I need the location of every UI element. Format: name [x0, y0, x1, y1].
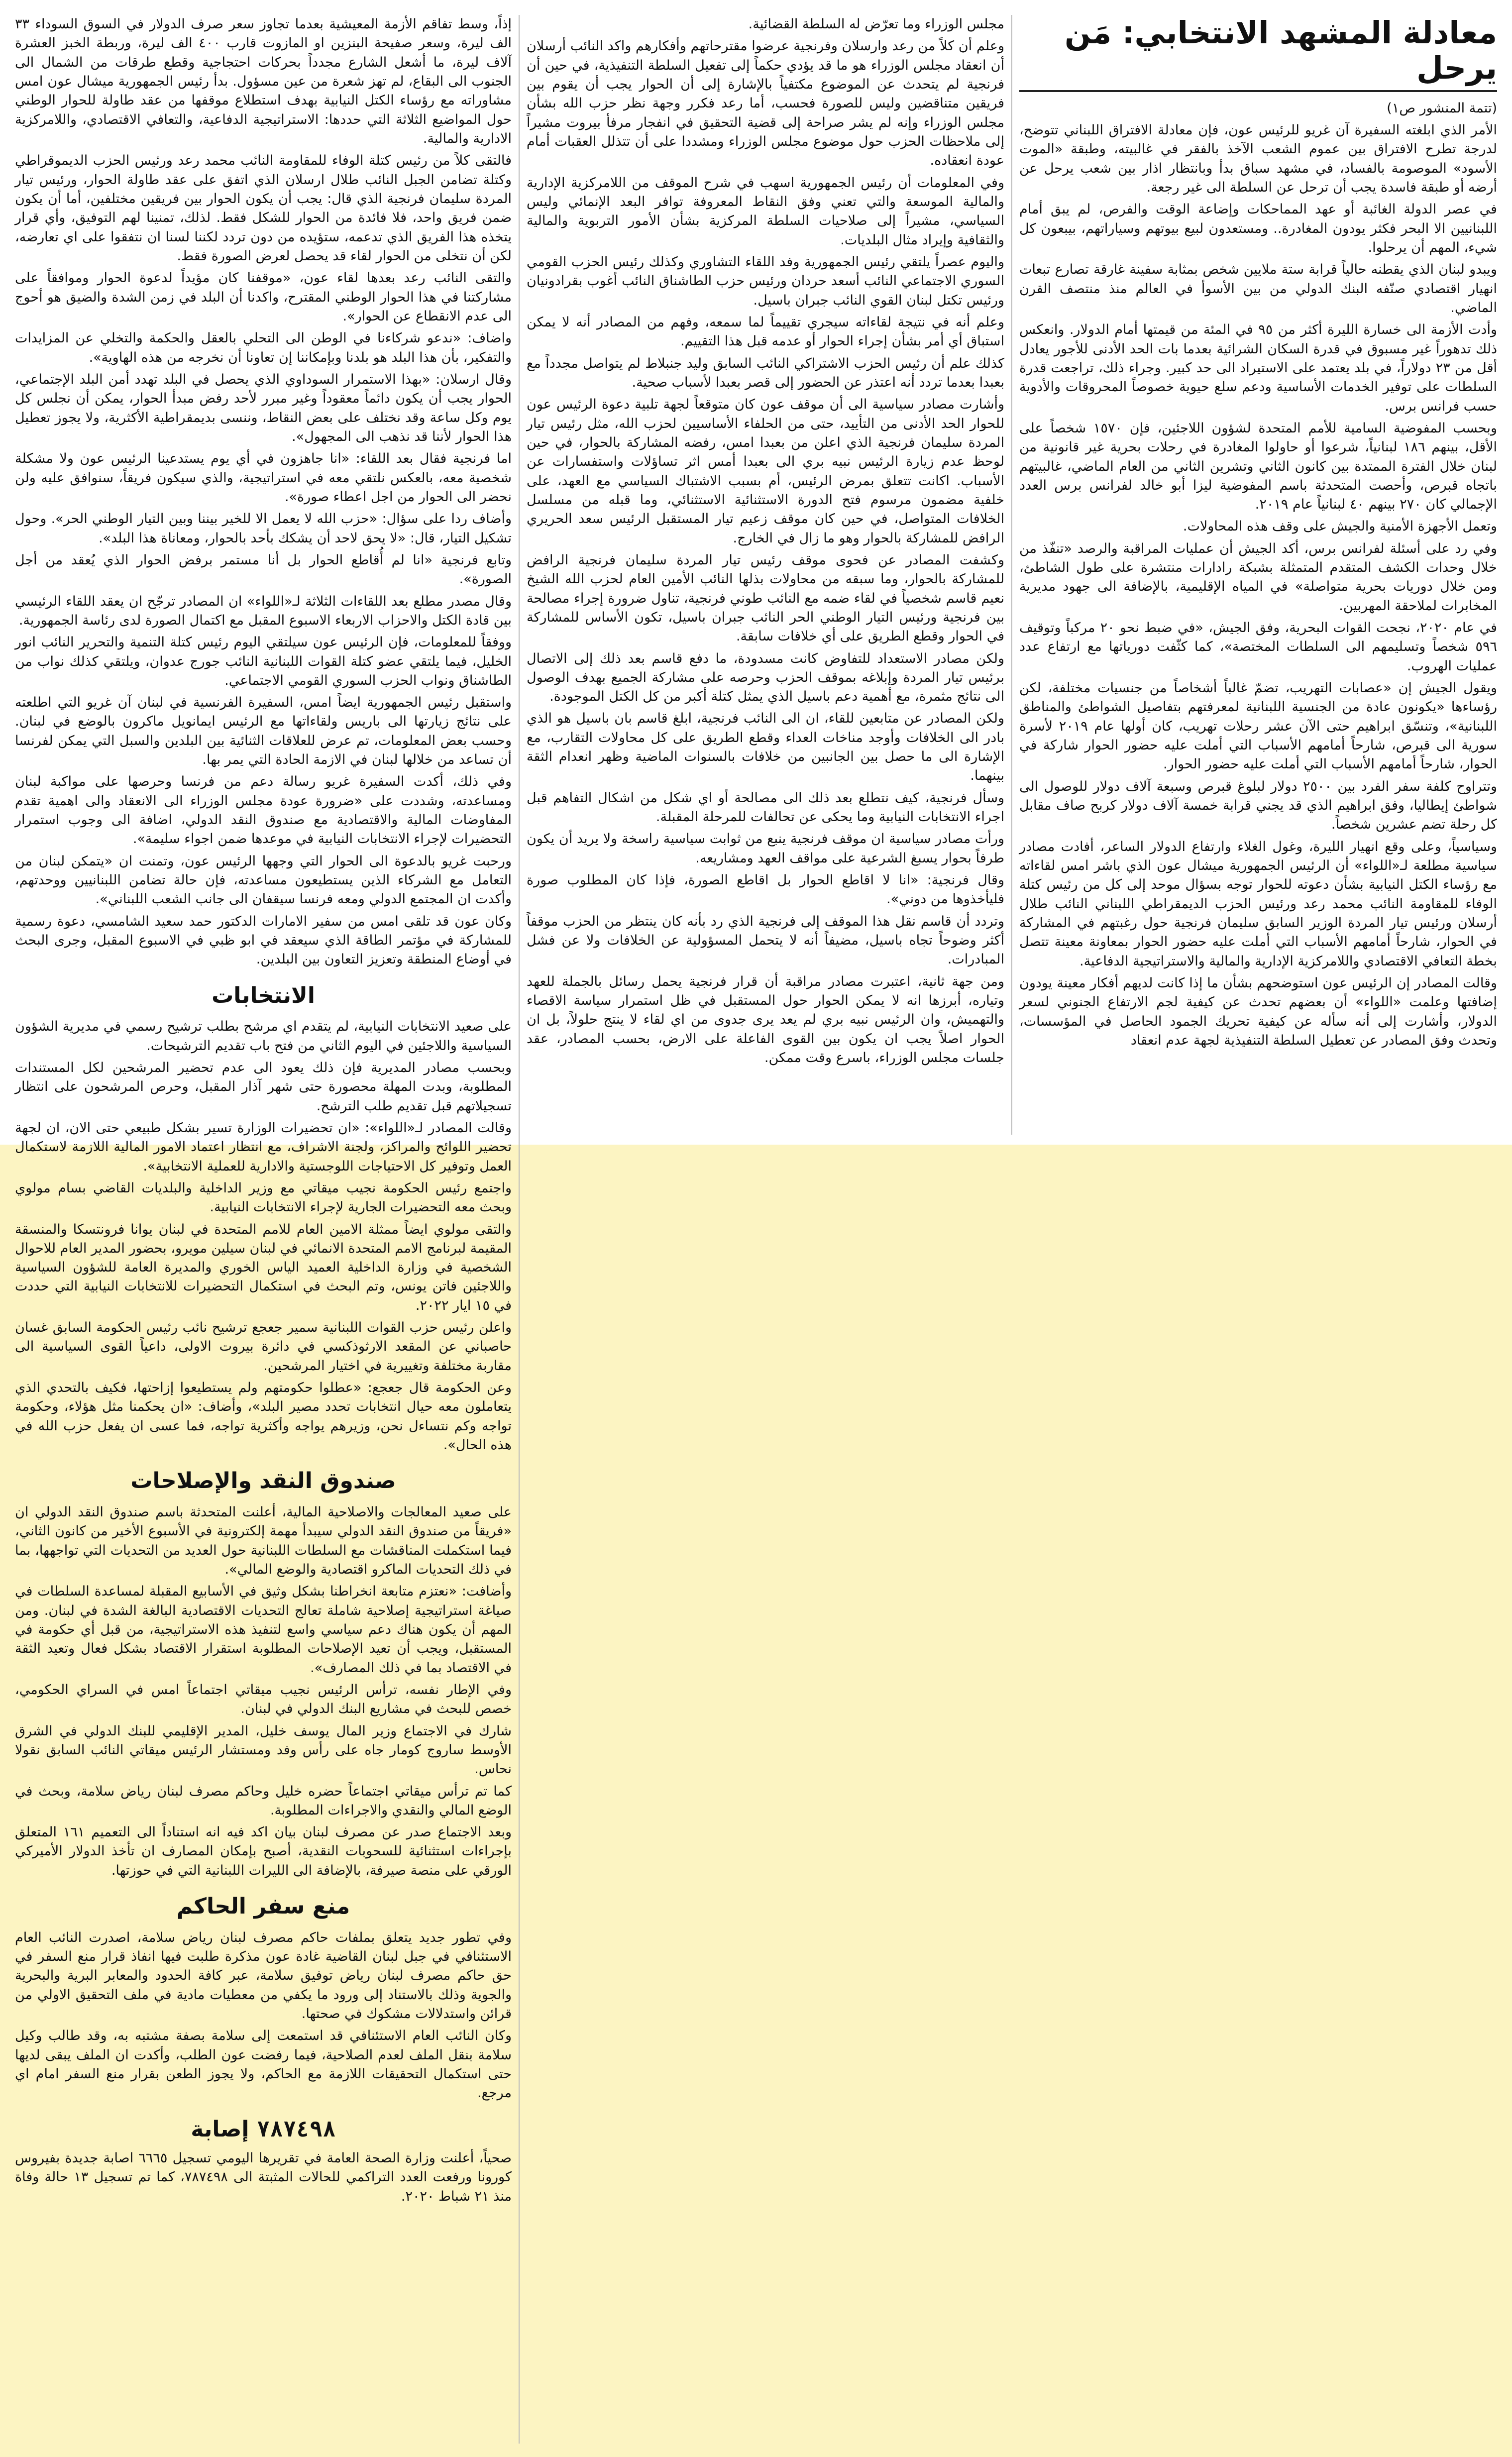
- paragraph: واستقبل رئيس الجمهورية ايضاً امس، السفيرة الفرنسية في لبنان آن غريو التي اطلعته على نتائج زيارتها الى باريس ولقاءاتها مع الرئيس ايمانويل ماكرون بالوضع في لبنان. وحسب بعض المعلومات، تم عرض للعلاقات الثنائية بين البلدين والسبل التي يمكن لفرنسا أن تساعد من خلالها لبنان في الازمة الحادة التي يمر بها.: [15, 695, 512, 768]
- paragraph: وعلم أنه في نتيجة لقاءاته سيجري تقييماً لما سمعه، وفهم من المصادر أنه لا يمكن استباق أي أمر بشأن إجراء الحوار أو عدمه قبل هذا التقييم.: [527, 314, 1004, 349]
- paragraph: واضاف: «ندعو شركاءنا في الوطن الى التحلي بالعقل والحكمة والتخلي عن المزايدات والتفكير، بأن هذا البلد هو بلدنا وبإمكاننا إن تعاونا أن نخرجه من هذه الهاوية».: [15, 330, 512, 365]
- elections-section-body: [15, 1017, 512, 1455]
- paragraph: وأضافت: «نعتزم متابعة انخراطنا بشكل وثيق في الأسابيع المقبلة لمساعدة السلطات في صياغة استراتيجية إصلاحية شاملة تعالج التحديات الاقتصادية البالغة الشدة في لبنان. ومن المهم أن يكون هناك دعم سياسي واسع لتنفيذ هذه الاستراتيجية، من قبل أي حكومة في المستقبل، ويجب أن تعيد الإصلاحات المطلوبة استقرار الاقتصاد بشكل فعال وتعيد الثقة في الاقتصاد بما في ذلك المصارف».: [15, 1584, 512, 1676]
- article-headline: معادلة المشهد الانتخابي: مَن يرحل: [1019, 15, 1497, 92]
- paragraph: كذلك علم أن رئيس الحزب الاشتراكي النائب السابق وليد جنبلاط لم يتواصل مجدداً مع بعبدا بعدما تردد أنه اعتذر عن الحضور إلى قصر بعبدا لأسباب صحية.: [527, 355, 1004, 390]
- paragraph: في عام ٢٠٢٠، نجحت القوات البحرية، وفق الجيش، «في ضبط نحو ٢٠ مركباً وتوقيف ٥٩٦ شخصاً وتسليمهم الى السلطات المختصة»، كما كثّفت دورياتها مع ارتفاع عدد عمليات الهروب.: [1019, 620, 1497, 674]
- paragraph: وأدت الأزمة الى خسارة الليرة أكثر من ٩٥ في المئة من قيمتها أمام الدولار. وانعكس ذلك تدهوراً غير مسبوق في قدرة السكان الشرائية بعدما بات الحد الأدنى للأجور يعادل أقل من ٢٣ دولاراً، في بلد يعتمد على الاستيراد الى حد كبير. وجراء ذلك، تراجعت قدرة السلطات على توفير الخدمات الأساسية ودعم سلع حيوية خصوصاً المحروقات والأدوية حسب فرانس برس.: [1019, 322, 1497, 414]
- paragraph: وتتراوح كلفة سفر الفرد بين ٢٥٠٠ دولار لبلوغ قبرص وسبعة آلاف دولار للوصول الى شواطئ إيطاليا، وفق ابراهيم الذي قد يجني قرابة خمسة آلاف دولار كربح صاف مقابل كل رحلة تضم عشرين شخصاً.: [1019, 778, 1497, 833]
- paragraph: وفي تطور جديد يتعلق بملفات حاكم مصرف لبنان رياض سلامة، اصدرت النائب العام الاستئنافي في جبل لبنان القاضية غادة عون مذكرة طلبت فيها انفاذ قرار منع السفر في حق حاكم مصرف لبنان رياض توفيق سلامة، عبر كافة الحدود والمعابر البرية والبحرية والجوية وذلك بالاستناد إلى ورود ما يكفي من معطيات مادية في ملف التحقيق الاولي من قرائن واستدلالات مشكوك في صحتها.: [15, 1929, 512, 2022]
- paragraph: واجتمع رئيس الحكومة نجيب ميقاتي مع وزير الداخلية والبلديات القاضي بسام مولوي وبحث معه التحضيرات الجارية لإجراء الانتخابات النيابية.: [15, 1180, 512, 1215]
- article-body-right: [1019, 121, 1497, 1050]
- paragraph: وكان عون قد تلقى امس من سفير الامارات الدكتور حمد سعيد الشامسي، دعوة رسمية للمشاركة في مؤتمر الطاقة الذي سيعقد في ابو ظبي في الاسبوع المقبل، وجرى البحث في أوضاع المنطقة وتعزيز التعاون بين البلدين.: [15, 913, 512, 967]
- section-heading-covid: [15, 2114, 512, 2145]
- travel-ban-section-body: [15, 1928, 512, 2103]
- paragraph: وكشفت المصادر عن فحوى موقف رئيس تيار المردة سليمان فرنجية الرافض للمشاركة بالحوار، وما سبقه من محاولات بذلها النائب الأمين العام لحزب الله الشيخ نعيم قاسم شخصياً في لقاء ضمه مع النائب طوني فرنجية، تناول ضرورة إجراء مصالحة بين فرنجية ورئيس التيار الوطني الحر النائب جبران باسيل، تكون الأساس للمشاركة في الحوار وقطع الطريق على أي خلافات سابقة.: [527, 552, 1004, 644]
- paragraph: وسأل فرنجية، كيف نتطلع بعد ذلك الى مصالحة أو اي شكل من اشكال التفاهم قبل اجراء الانتخابات النيابية وما يحكى عن تحالفات للمرحلة المقبلة.: [527, 790, 1004, 825]
- paragraph: ولكن مصادر الاستعداد للتفاوض كانت مسدودة، ما دفع قاسم بعد ذلك إلى الاتصال برئيس تيار المردة وإبلاغه بموقف الحزب وحرصه على مشاركة الجميع بهدف الوصول الى نتائج مثمرة، مع أهمية دعم باسيل الذي يمثل كتلة أكبر من كل الكتل الموجودة.: [527, 650, 1004, 705]
- paragraph: ورحبت غريو بالدعوة الى الحوار التي وجهها الرئيس عون، وتمنت ان «يتمكن لبنان من التعامل مع الشركاء الذين يستطيعون مساعدته، فإن حالة تضامن اللبنانيين ووحدتهم، وأكدت ان المجتمع الدولي ومعه فرنسا سيقفان الى جانب الشعب اللبناني».: [15, 853, 512, 907]
- paragraph: وبحسب المفوضية السامية للأمم المتحدة لشؤون اللاجئين، فإن ١٥٧٠ شخصاً على الأقل، بينهم ١٨٦ لبنانياً، شرعوا أو حاولوا المغادرة في رحلات بحرية غير قانونية من لبنان خلال الفترة الممتدة بين كانون الثاني وتشرين الثاني من العام الماضي، غالبيتهم باتجاه قبرص، وأحصت المتحدثة باسم المفوضية ليزا أبو خالد لفرانس برس العدد الإجمالي كان ٢٧٠ بينهم ٤٠ لبنانياً عام ٢٠١٩.: [1019, 420, 1497, 513]
- paragraph: وتردد أن قاسم نقل هذا الموقف إلى فرنجية الذي رد بأنه كان ينتظر من الحزب موقفاً أكثر وضوحاً تجاه باسيل، مضيفاً أنه لا يتحمل المسؤولية عن الخلافات ولا عن فشل المبادرات.: [527, 913, 1004, 967]
- paragraph: ويقول الجيش إن «عصابات التهريب، تضمّ غالباً أشخاصاً من جنسيات مختلفة، لكن رؤساءها «يكونون عادة من الجنسية اللبنانية لمعرفتهم بتفاصيل الشواطئ والمناطق اللبنانية»، وتنسّق ابراهيم حتى الآن عشر رحلات تهريب، كان أولها عام ٢٠١٩ لأسرة سورية الى قبرص، شارحاً أمامهم الأسباب التي أملت عليه حضور الحوار شاركة في الحوار، شارحاً أمامهم الأسباب التي أملت عليه حضور الحوار.: [1019, 680, 1498, 772]
- paragraph: شارك في الاجتماع وزير المال يوسف خليل، المدير الإقليمي للبنك الدولي في الشرق الأوسط ساروج كومار جاه على رأس وفد ومستشار الرئيس ميقاتي النائب السابق نقولا نحاس.: [15, 1723, 512, 1777]
- paragraph: ويبدو لبنان الذي يقطنه حالياً قرابة ستة ملايين شخص بمثابة سفينة غارقة تصارع تبعات انهيار اقتصادي صنّفه البنك الدولي من بين الأسوأ في العالم منذ منتصف القرن الماضي.: [1019, 262, 1497, 316]
- section-heading-travel-ban: منع سفر الحاكم: [176, 1894, 350, 1920]
- paragraph: اما فرنجية فقال بعد اللقاء: «انا جاهزون في أي يوم يستدعينا الرئيس عون ولا مشكلة شخصية معه، بالعكس نلتقي معه في استراتيجية، والذي سيكون فريقاً، سنوافق عليه ولن نحضر الى الحوار من اجل اعطاء صورة».: [15, 451, 512, 505]
- continued-from-front-note: (تتمة المنشور ص١): [1387, 100, 1497, 116]
- article-body-left: [15, 15, 512, 969]
- article-column-middle: [527, 15, 1004, 1070]
- paragraph: على صعيد الانتخابات النيابية، لم يتقدم اي مرشح بطلب ترشيح رسمي في مديرية الشؤون السياسية واللاجئين في اليوم الثاني من فتح باب تقديم الترشيحات.: [15, 1019, 512, 1054]
- paragraph: وقال ارسلان: «بهذا الاستمرار السوداوي الذي يحصل في البلد تهدد أمن البلد الإجتماعي، الحوار يجب أن يكون دائماً معقوداً وغير مبرر لأحد رفض مبدأ الحوار، يمكن أن نجلس كل يوم وكل ساعة وقد نختلف على بعض النقاط، وننسى بديمقراطية الأكثرية، ولا يجوز تعطيل هذا الحوار لأننا قد نذهب الى المجهول».: [15, 371, 512, 444]
- section-heading-elections: الانتخابات: [212, 982, 315, 1008]
- article-column-left: [15, 15, 512, 2209]
- blank-yellow-area-right: [1000, 1145, 1512, 2457]
- paragraph: إذاً، وسط تفاقم الأزمة المعيشية بعدما تجاوز سعر صرف الدولار في السوق السوداء ٣٣ الف ليرة، وسعر صفيحة البنزين او المازوت قارب ٤٠٠ الف ليرة، وربطة الخبز العشرة آلاف ليرة، ما أشعل الشارع مجدداً بحركات احتجاجية وقطع طرقات من الشمال الى الجنوب الى البقاع، لم تهز شعرة من عين مسؤول. بدأ رئيس الجمهورية ميشال عون امس مشاوراته مع رؤساء الكتل النيابية بهدف استطلاع موقفها من عقد طاولة للحوار الوطني حول المواضيع الثلاثة التي حددها: الاستراتيجية الدفاعية، والتعافي الاقتصادي، واللامركزية الادارية والمالية.: [15, 16, 512, 146]
- paragraph: وقال مصدر مطلع بعد اللقاءات الثلاثة لـ«اللواء» ان المصادر ترجّح ان يعقد اللقاء الرئيسي بين قادة الكتل والاحزاب الاربعاء الاسبوع المقبل مع اكتمال الصورة لدى رئاسة الجمهورية.: [15, 593, 512, 628]
- paragraph: وفي المعلومات أن رئيس الجمهورية اسهب في شرح الموقف من اللامركزية الإدارية والمالية الموسعة والتي تعني وفق النقاط المعروفة توافر البعد الإنمائي وليس السياسي، مشيراً إلى صلاحيات السلطة المركزية بشأن الأمور التربوية والمالية والثقافية وإيراد مثال البلديات.: [527, 175, 1004, 248]
- section-heading-imf: صندوق النقد والإصلاحات: [130, 1468, 396, 1494]
- paragraph: على صعيد المعالجات والاصلاحية المالية، أعلنت المتحدثة باسم صندوق النقد الدولي ان «فريقاً من صندوق النقد الدولي سيبدأ مهمة إلكترونية في الأسبوع الأخير من كانون الثاني، فيما استكملت المناقشات مع السلطات اللبنانية حول العديد من التحديات التي تواجهها، بما في ذلك التحديات الماكرو اقتصادية والوضع المالي».: [15, 1504, 512, 1577]
- paragraph: في عصر الدولة الغائبة أو عهد المماحكات وإضاعة الوقت والفرص، لم يبق أمام اللبنانيين الا البحر فكثر يودون المغادرة.. ومستعدون لبيع بيوتهم وسياراتهم، بيبعون كل شيء، المهم أن يرحلوا.: [1019, 202, 1497, 255]
- paragraph: وبعد الاجتماع صدر عن مصرف لبنان بيان اكد فيه انه استناداً الى التعميم ١٦١ المتعلق بإجراءات استثنائية للسحوبات النقدية، أصبح بإمكان المصارف ان تأخذ الدولار الأميركي الورقي على منصة صيرفة، بالإضافة الى الليرات اللبنانية التي في حوزتها.: [15, 1824, 512, 1878]
- paragraph: والتقى مولوي ايضاً ممثلة الامين العام للامم المتحدة في لبنان يوانا فرونتسكا والمنسقة المقيمة لبرنامج الامم المتحدة الانمائي في لبنان سيلين مويرو، بحضور المدير العام للاحوال الشخصية في وزارة الداخلية العميد الياس الخوري والمديرة العامة للشؤون السياسية واللاجئين فاتن يونس، وتم البحث في استكمال التحضيرات للانتخابات النيابية التي حددت في ١٥ ايار ٢٠٢٢.: [15, 1221, 512, 1313]
- paragraph: واليوم عصراً يلتقي رئيس الجمهورية وفد اللقاء التشاوري وكذلك رئيس الحزب القومي السوري الاجتماعي النائب أسعد حردان ورئيس حزب الطاشناق النائب أغوب بقرادونيان ورئيس تكتل لبنان القوي النائب جبران باسيل.: [527, 254, 1004, 308]
- paragraph: واعلن رئيس حزب القوات اللبنانية سمير جعجع ترشيح نائب رئيس الحكومة السابق غسان حاصباني عن المقعد الارثوذكسي في دائرة بيروت الاولى، داعياً القوى السياسية الى مقاربة مختلفة وتغييرية في اختيار المرشحين.: [15, 1320, 512, 1374]
- paragraph: وأشارت مصادر سياسية الى أن موقف عون كان متوقعاً لجهة تلبية دعوة الرئيس عون للحوار الحد الأدنى من التأييد، حتى من الحلفاء الأساسيين لحزب الله، مثل رئيس تيار المردة سليمان فرنجية الذي اعلن من بعبدا امس، رفضه المشاركة بالحوار، في حين لوحظ عدم زيارة الرئيس نبيه بري الى بعبدا أمس اثر تساؤلات واستفسارات عن الأسباب. اكانت تتعلق بمرض الرئيس، أم بسبب الاشتباك السياسي مع العهد، على خلفية مضمون مرسوم فتح الدورة الاستثنائية الاستثنائي، وما قبله من مسلسل الخلافات المتواصل، في حين كان موقف زعيم تيار المستقبل الرئيس سعد الحريري الرافض للمشاركة بالحوار وهو ما زال في الخارج.: [527, 397, 1004, 546]
- paragraph: وعن الحكومة قال جعجع: «عطلوا حكومتهم ولم يستطيعوا إزاحتها، فكيف بالتحدي الذي يتعاملون معه حيال انتخابات تحدد مصير البلد»، وأضاف: «ان يحكمنا مثل هؤلاء، وحكومة تواجه وكم نتساءل نحن، وزيرهم يواجه وأكثرية تواجه، فما عسى ان يفعل حزب الله في هذه الحال».: [15, 1380, 512, 1453]
- paragraph: فالتقى كلاً من رئيس كتلة الوفاء للمقاومة النائب محمد رعد ورئيس الحزب الديموقراطي وكتلة تضامن الجبل النائب طلال ارسلان الذي اتفق على عقد طاولة الحوار، ورئيس تيار المردة سليمان فرنجية الذي قال: يجب أن يكون الحوار بين فريقين مختلفين، أما أن يكون ضمن فريق واحد، فلا فائدة من الحوار للشكل فقط. لذلك، تمنينا لهم التوفيق، وأي قرار يتخذه هذا الفريق الذي تدعمه، ستؤيده من دون تردد لكننا لسنا ان نتفقوا على اي تعارضه، لكن أن نتخلى من الحوار لقاء قد يحصل لعرض الصورة فقط.: [15, 153, 512, 264]
- paragraph: وفي الإطار نفسه، ترأس الرئيس نجيب ميقاتي اجتماعاً امس في السراي الحكومي، خصص للبحث في مشاريع البنك الدولي في لبنان.: [15, 1682, 512, 1717]
- paragraph: كما تم ترأس ميقاتي اجتماعاً حضره خليل وحاكم مصرف لبنان رياض سلامة، وبحث في الوضع المالي والنقدي والاجراءات المطلوبة.: [15, 1783, 512, 1818]
- paragraph: وقال فرنجية: «انا لا اقاطع الحوار بل اقاطع الصورة، فإذا كان المطلوب صورة فليأخذوها من دوني».: [527, 872, 1004, 907]
- paragraph: وفي ذلك، أكدت السفيرة غريو رسالة دعم من فرنسا وحرصها على مواكبة لبنان ومساعدته، وشددت على «ضرورة عودة مجلس الوزراء الى الانعقاد والى اهمية تقدم المفاوضات المالية والاقتصادية مع صندوق النقد الدولي، اضافة الى وجوب استمرار التحضيرات لإجراء الانتخابات النيابية في موعدها ضمن اجواء سليمة».: [15, 774, 512, 847]
- paragraph: وكان النائب العام الاستئنافي قد استمعت إلى سلامة بصفة مشتبه به، وقد طالب وكيل سلامة بنقل الملف لعدم الصلاحية، فيما رفضت عون الطلب، وأكدت ان الملف يبقى لديها حتى استكمال التحقيقات اللازمة مع الحاكم، ولا يجوز الطعن بقرار منع السفر امام اي مرجع.: [15, 2028, 512, 2101]
- paragraph: وسياسياً، وعلى وقع انهيار الليرة، وغول الغلاء وارتفاع الدولار الساعر، أفادت مصادر سياسية مطلعة لـ«اللواء» أن الرئيس الجمهورية ميشال عون الذي باشر امس لقاءاته مع رؤساء الكتل النيابية بشأن دعوته للحوار توجه بسؤال موحد إلى كل من رئيس كتلة الوفاء للمقاومة النائب محمد رعد ورئيس الحزب الديمقراطي اللبناني النائب طلال أرسلان ورئيس تيار المردة الوزير السابق سليمان فرنجية حول رغبتهم في المشاركة في الحوار، شارحاً أمامهم الأسباب التي أملت عليه حضور الحوار بمعاونة معينة تتصل بخطة التعافي الاقتصادي واللامركزية الإدارية والمالية والاستراتيجية الدفاعية.: [1019, 839, 1497, 969]
- paragraph: الأمر الذي ابلغته السفيرة آن غريو للرئيس عون، فإن معادلة الافتراق اللبناني تتوضح، لدرجة تطرح الافتراق بين عموم الشعب الآخذ بالفقر في غالبيته، وطبقة «الموت الأسود» الموصومة بالفساد، في مشهد سباق بدأ وبانتظار اذار بين شعب يرحل عن أرضه أو طبقة فاسدة يجب أن ترحل عن السلطة الى غير رجعة.: [1019, 122, 1497, 195]
- paragraph: والتقى النائب رعد بعدها لقاء عون، «موقفنا كان مؤيداً لدعوة الحوار وموافقاً على مشاركتنا في هذا الحوار الوطني المقترح، واكدنا أن البلد في زمن الشدة والضيق هو أحوج الى عدم الانقطاع عن الحوار».: [15, 270, 512, 324]
- paragraph: وتعمل الأجهزة الأمنية والجيش على وقف هذه المحاولات.: [1183, 519, 1497, 534]
- paragraph: وقالت المصادر إن الرئيس عون استوضحهم بشأن ما إذا كانت لديهم أفكار معينة يودون إضافتها وعلمت «اللواء» أن بعضهم تحدث عن كيفية لجم الارتفاع الجنوني لسعر الدولار، وأشارت إلى أنه سأله عن كيفية تحريك الجمود الحاصل في المؤسسات، وتحدث وفق المصادر عن تعطيل السلطة التنفيذية لجهة عدم انعقاد: [1019, 975, 1497, 1049]
- imf-section-body: [15, 1503, 512, 1880]
- paragraph: ورأت مصادر سياسية ان موقف فرنجية ينبع من ثوابت سياسية راسخة ولا يريد أن يكون طرفاً بحوار يسبغ الشرعية على مواقف العهد ومشاريعه.: [527, 831, 1004, 866]
- covid-case-count: ٧٨٧٤٩٨: [256, 2116, 336, 2142]
- paragraph: ووفقاً للمعلومات، فإن الرئيس عون سيلتقي اليوم رئيس كتلة التنمية والتحرير النائب انور الخليل، فيما يلتقي عضو كتلة القوات اللبنانية النائب جورج عدوان، ويلتقي كذلك نواب من الطاشناق ونواب الحزب السوري القومي الاجتماعي.: [15, 635, 512, 688]
- paragraph: صحياً، أعلنت وزارة الصحة العامة في تقريرها اليومي تسجيل ٦٦٦٥ اصابة جديدة بفيروس كورونا ورفعت العدد التراكمي للحالات المثبتة الى ٧٨٧٤٩٨، كما تم تسجيل ١٣ حالة وفاة منذ ٢١ شباط ٢٠٢٠.: [15, 2150, 512, 2204]
- article-column-right: [1019, 15, 1497, 1053]
- paragraph: مجلس الوزراء وما تعرّض له السلطة القضائية.: [748, 16, 1004, 32]
- covid-heading-label: إصابة: [191, 2116, 249, 2142]
- paragraph: ولكن المصادر عن متابعين للقاء، ان الى النائب فرنجية، ابلغ قاسم بان باسيل هو الذي بادر الى الخلافات وأوجد مناخات العداء وقطع الطريق على كل محاولات التقارب، مع الإشارة الى ما حصل بين الجانبين من خلافات بالسنوات الماضية وظهر انعدام الثقة بينهما.: [527, 711, 1004, 784]
- paragraph: وفي رد على أسئلة لفرانس برس، أكد الجيش أن عمليات المراقبة والرصد «تنفّذ من خلال وحدات الكشف المتقدم المتمثلة بشبكة رادارات منتشرة على طول الشاطئ، ومن خلال دوريات بحرية متواصلة» في المياه الإقليمية، بالإضافة الى جهود مديرية المخابرات لملاحقة المهربين.: [1019, 540, 1497, 614]
- paragraph: ومن جهة ثانية، اعتبرت مصادر مراقبة أن قرار فرنجية يحمل رسائل بالجملة للعهد وتياره، أبرزها انه لا يمكن الحوار حول المستقبل في ظل استمرار سياسة الاقصاء والتهميش، وان الرئيس نبيه بري لم يعد يرى جدوى من اي لقاء لا ينتج حلولاً، بل ان الحوار اصلاً يجب ان يكون بين القوى الفاعلة على الارض، بحسب المصادر، عقد جلسات مجلس الوزراء، باسرع وقت ممكن.: [527, 973, 1004, 1066]
- column-divider: [519, 15, 520, 2444]
- paragraph: وبحسب مصادر المديرية فإن ذلك يعود الى عدم تحضير المرشحين لكل المستندات المطلوبة، وبدت المهلة محصورة حتى شهر آذار المقبل، وحرص المرشحون على انتظار تسجيلاتهم قبل تقديم طلب الترشح.: [15, 1060, 512, 1114]
- paragraph: وأضاف ردا على سؤال: «حزب الله لا يعمل الا للخير بيننا وبين التيار الوطني الحر». وحول تشكيل التيار، قال: «لا يحق لاحد أن يشكك بأحد بالحوار، ومعاناة هذا البلد».: [15, 511, 512, 546]
- paragraph: وعلم أن كلاً من رعد وارسلان وفرنجية عرضوا مقترحاتهم وأفكارهم واكد النائب أرسلان أن انعقاد مجلس الوزراء هو ما قد يؤدي حكماً إلى تفعيل السلطة التنفيذية، في حين أن فرنجية لم يتحدث عن الموضوع مكتفياً بالإشارة إلى أن الحوار يجب أن يقوم بين فريقين متناقضين وليس للصورة فحسب، أما رعد فكرر وجهة نظر حزب الله بشأن مجلس الوزراء وإنه لم يشر صراحة إلى قضية التحقيق في انفجار مرفأ بيروت مشيراً إلى ملاحظات الحزب حول موضوع مجلس الوزراء ومشددا على أن تتذلل العقبات أمام عودة انعقاده.: [527, 38, 1004, 169]
- paragraph: وقالت المصادر لـ«اللواء»: «ان تحضيرات الوزارة تسير بشكل طبيعي حتى الان، ان لجهة تحضير اللوائح والمراكز، ولجنة الاشراف، مع انتظار اعتماد الامور المالية اللازمة لاستكمال العمل وتوفير كل الاحتياجات اللوجستية والادارية للعملية الانتخابية».: [15, 1120, 512, 1174]
- paragraph: وتابع فرنجية «انا لم أُقاطع الحوار بل أنا مستمر برفض الحوار الذي يُعقد من أجل الصورة».: [15, 552, 512, 587]
- article-body-middle: [527, 15, 1004, 1068]
- covid-section-body: [15, 2149, 512, 2206]
- column-divider: [1011, 15, 1012, 1135]
